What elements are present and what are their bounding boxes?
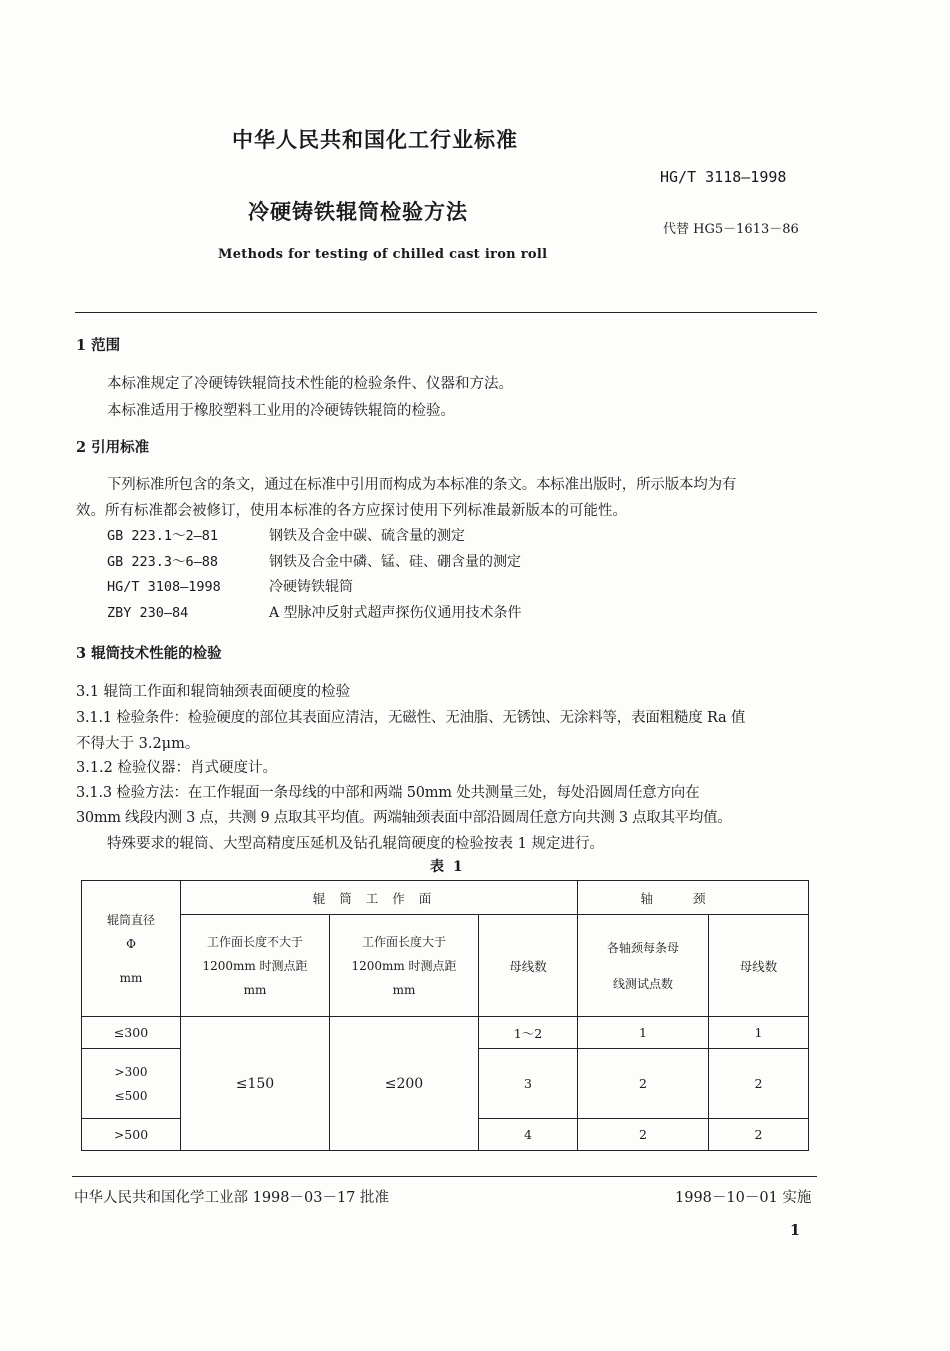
cell-journal-points: 2 <box>578 1119 709 1151</box>
header-journal-points: 各轴颈每条母 线测试点数 <box>578 915 709 1017</box>
section-3-heading: 3 辊筒技术性能的检验 <box>76 645 222 662</box>
reference-code: HG/T 3108—1998 <box>107 579 221 595</box>
section-3-1-3-line-2: 30mm 线段内测 3 点，共测 9 点取其平均值。两端轴颈表面中部沿圆周任意方向共测 3 点取其平均值。 <box>76 810 732 826</box>
standard-code: HG/T 3118—1998 <box>660 168 787 186</box>
english-title: Methods for testing of chilled cast iron roll <box>218 247 548 262</box>
section-1-heading: 1 范围 <box>76 337 121 354</box>
cell-diameter: ≤300 <box>82 1017 181 1049</box>
section-2-para-line-2: 效。所有标准都会被修订，使用本标准的各方应探讨使用下列标准最新版本的可能性。 <box>76 503 627 519</box>
reference-code: ZBY 230—84 <box>107 605 189 621</box>
header-journal-generatrix-count: 母线数 <box>709 915 809 1017</box>
header-diameter-unit: mm <box>119 970 143 985</box>
reference-row <box>107 602 522 622</box>
reference-title: A 型脉冲反射式超声探伤仪通用技术条件 <box>269 605 522 621</box>
reference-row <box>107 576 353 596</box>
section-3-1-1-line-1: 3.1.1 检验条件：检验硬度的部位其表面应清洁，无磁性、无油脂、无锈蚀、无涂料等，表面粗糙度 Ra 值 <box>76 710 746 726</box>
header-diameter-symbol: Φ <box>126 936 136 951</box>
header-roll-diameter <box>82 881 181 1017</box>
reference-title: 冷硬铸铁辊筒 <box>269 579 353 595</box>
reference-title: 钢铁及合金中碳、硫含量的测定 <box>269 528 465 544</box>
cell-journal-generatrix: 2 <box>709 1049 809 1119</box>
cell-generatrix-count: 4 <box>479 1119 578 1151</box>
reference-row <box>107 550 521 571</box>
section-1-para-1: 本标准规定了冷硬铸铁辊筒技术性能的检验条件、仪器和方法。 <box>107 376 513 392</box>
section-3-1-1-line-2: 不得大于 3.2μm。 <box>76 736 200 752</box>
header-work-length-gt-1200: 工作面长度大于 1200mm 时测点距 mm <box>330 915 479 1017</box>
cell-spacing-le-1200: ≤150 <box>181 1017 330 1151</box>
table-row <box>82 1017 809 1049</box>
section-3-1-2: 3.1.2 检验仪器：肖式硬度计。 <box>76 760 278 776</box>
effective-date: 1998－10－01 实施 <box>675 1190 812 1206</box>
cell-spacing-gt-1200: ≤200 <box>330 1017 479 1151</box>
cell-diameter: >500 <box>82 1119 181 1151</box>
cell-journal-generatrix: 2 <box>709 1119 809 1151</box>
section-2-heading: 2 引用标准 <box>76 439 150 456</box>
header-generatrix-count: 母线数 <box>479 915 578 1017</box>
header-journal-group: 轴颈 <box>578 881 809 915</box>
section-3-1-3-line-3: 特殊要求的辊筒、大型高精度压延机及钻孔辊筒硬度的检验按表 1 规定进行。 <box>107 836 604 852</box>
footer-rule <box>72 1176 817 1177</box>
cell-generatrix-count: 1～2 <box>479 1017 578 1049</box>
document-title: 冷硬铸铁辊筒检验方法 <box>248 199 468 224</box>
cell-diameter: >300 ≤500 <box>82 1049 181 1119</box>
cell-generatrix-count: 3 <box>479 1049 578 1119</box>
cell-journal-points: 1 <box>578 1017 709 1049</box>
cell-journal-points: 2 <box>578 1049 709 1119</box>
approval-line: 中华人民共和国化学工业部 1998－03－17 批准 <box>74 1190 390 1206</box>
table-caption: 表 1 <box>430 859 465 875</box>
reference-code: GB 223.1～2—81 <box>107 528 219 544</box>
page-number: 1 <box>790 1222 801 1239</box>
replaces-standard: 代替 HG5－1613－86 <box>663 222 799 237</box>
hardness-test-table <box>81 880 809 1151</box>
reference-code: GB 223.3～6—88 <box>107 554 219 570</box>
header-work-surface-group: 辊筒工作面 <box>181 881 578 915</box>
reference-row <box>107 524 465 545</box>
section-1-para-2: 本标准适用于橡胶塑料工业用的冷硬铸铁辊筒的检验。 <box>107 403 455 419</box>
header-work-length-le-1200: 工作面长度不大于 1200mm 时测点距 mm <box>181 915 330 1017</box>
issuing-organization: 中华人民共和国化工行业标准 <box>232 127 518 152</box>
section-3-1-3-line-1: 3.1.3 检验方法：在工作辊面一条母线的中部和两端 50mm 处共测量三处，每处沿圆周任意方向在 <box>76 785 700 801</box>
reference-title: 钢铁及合金中磷、锰、硅、硼含量的测定 <box>269 554 521 570</box>
header-diameter-label: 辊筒直径 <box>106 912 155 927</box>
header-rule <box>75 312 817 313</box>
section-3-1-heading: 3.1 辊筒工作面和辊筒轴颈表面硬度的检验 <box>76 684 351 700</box>
section-2-para-line-1: 下列标准所包含的条文，通过在标准中引用而构成为本标准的条文。本标准出版时，所示版本均为有 <box>107 477 737 493</box>
cell-journal-generatrix: 1 <box>709 1017 809 1049</box>
